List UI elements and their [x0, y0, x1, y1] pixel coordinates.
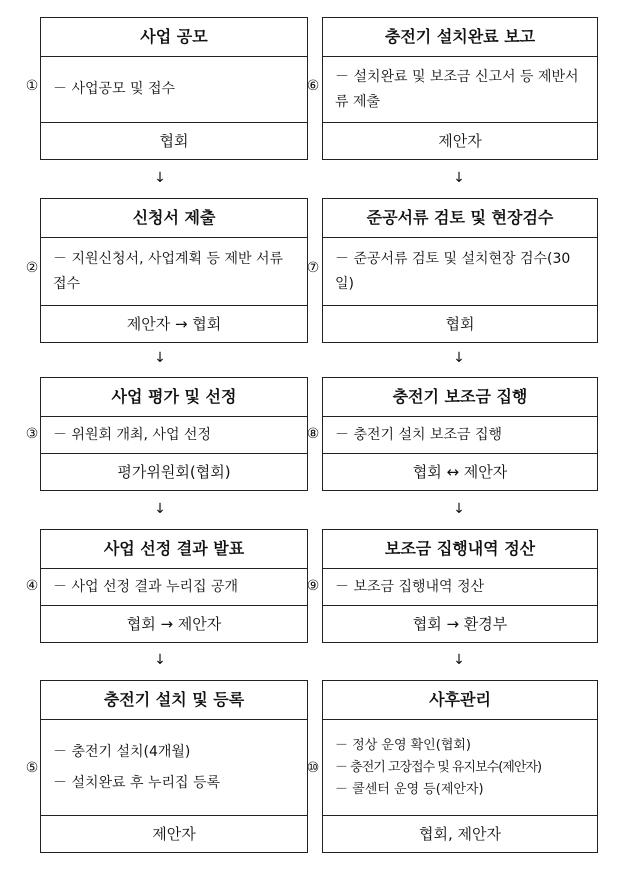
- step-box-1: [40, 17, 308, 160]
- step-number-8: ⑧: [306, 426, 320, 442]
- step-title: 충전기 보조금 집행: [323, 378, 597, 417]
- step-item: － 충전기 설치 보조금 집행: [335, 426, 503, 443]
- step-item: － 준공서류 검토 및 설치현장 검수(30일): [335, 250, 571, 292]
- step-item: － 설치완료 및 보조금 신고서 등 제반서류 제출: [335, 68, 579, 110]
- step-number-2: ②: [25, 260, 39, 276]
- down-arrow-icon: ↓: [453, 170, 465, 186]
- step-title: 사업 평가 및 선정: [41, 378, 307, 417]
- step-title: 사업 선정 결과 발표: [41, 530, 307, 569]
- step-owner: 협회, 제안자: [419, 825, 501, 843]
- step-item: － 보조금 집행내역 정산: [335, 578, 485, 595]
- step-box-3: [40, 377, 308, 491]
- step-item: － 위원회 개최, 사업 선정: [53, 426, 211, 443]
- down-arrow-icon: ↓: [453, 350, 465, 366]
- step-owner: 평가위원회(협회): [117, 463, 231, 481]
- step-owner: 협회 → 환경부: [412, 615, 508, 633]
- step-owner: 협회 ↔ 제안자: [412, 463, 508, 481]
- step-owner: 협회 → 제안자: [126, 615, 222, 633]
- step-number-9: ⑨: [306, 578, 320, 594]
- step-number-3: ③: [25, 426, 39, 442]
- step-box-8: [322, 377, 598, 491]
- step-item: － 설치완료 후 누리집 등록: [53, 774, 221, 791]
- step-owner: 협회: [159, 132, 189, 150]
- step-box-9: [322, 529, 598, 643]
- step-title: 신청서 제출: [41, 199, 307, 238]
- step-body: [41, 57, 307, 123]
- down-arrow-icon: ↓: [453, 652, 465, 668]
- step-box-6: [322, 17, 598, 160]
- step-item: － 사업공모 및 접수: [53, 81, 176, 97]
- down-arrow-icon: ↓: [453, 501, 465, 517]
- step-number-5: ⑤: [25, 760, 39, 776]
- step-number-4: ④: [25, 578, 39, 594]
- step-item: － 콜센터 운영 등(제안자): [335, 781, 484, 797]
- step-body: [41, 720, 307, 816]
- step-box-2: [40, 198, 308, 343]
- down-arrow-icon: ↓: [154, 350, 166, 366]
- step-box-7: [322, 198, 598, 343]
- step-owner: 제안자: [152, 825, 196, 843]
- step-owner: 제안자: [438, 132, 482, 150]
- step-box-5: [40, 680, 308, 853]
- step-item: － 정상 운영 확인(협회): [335, 737, 472, 753]
- step-body: [41, 238, 307, 306]
- step-title: 사업 공모: [41, 18, 307, 57]
- step-title: 준공서류 검토 및 현장검수: [323, 199, 597, 238]
- step-item: － 사업 선정 결과 누리집 공개: [53, 578, 239, 595]
- step-title: 충전기 설치완료 보고: [323, 18, 597, 57]
- step-number-6: ⑥: [306, 78, 320, 94]
- down-arrow-icon: ↓: [154, 652, 166, 668]
- down-arrow-icon: ↓: [154, 501, 166, 517]
- step-title: 사후관리: [323, 681, 597, 720]
- step-box-4: [40, 529, 308, 643]
- step-title: 충전기 설치 및 등록: [41, 681, 307, 720]
- step-box-10: [322, 680, 598, 853]
- step-owner: 협회: [445, 315, 475, 333]
- step-body: [41, 569, 307, 606]
- step-owner: 제안자 → 협회: [126, 315, 222, 333]
- step-body: [323, 57, 597, 123]
- step-number-1: ①: [25, 78, 39, 94]
- step-body: [323, 238, 597, 306]
- step-body: [323, 417, 597, 454]
- step-item: － 충전기 고장접수 및 유지보수(제안자): [335, 759, 542, 775]
- step-item: － 지원신청서, 사업계획 등 제반 서류 접수: [53, 250, 284, 292]
- down-arrow-icon: ↓: [154, 170, 166, 186]
- step-number-7: ⑦: [306, 260, 320, 276]
- step-body: [323, 569, 597, 606]
- step-body: [323, 720, 597, 816]
- step-item: － 충전기 설치(4개월): [53, 743, 191, 760]
- step-body: [41, 417, 307, 454]
- step-number-10: ⑩: [306, 760, 320, 776]
- step-title: 보조금 집행내역 정산: [323, 530, 597, 569]
